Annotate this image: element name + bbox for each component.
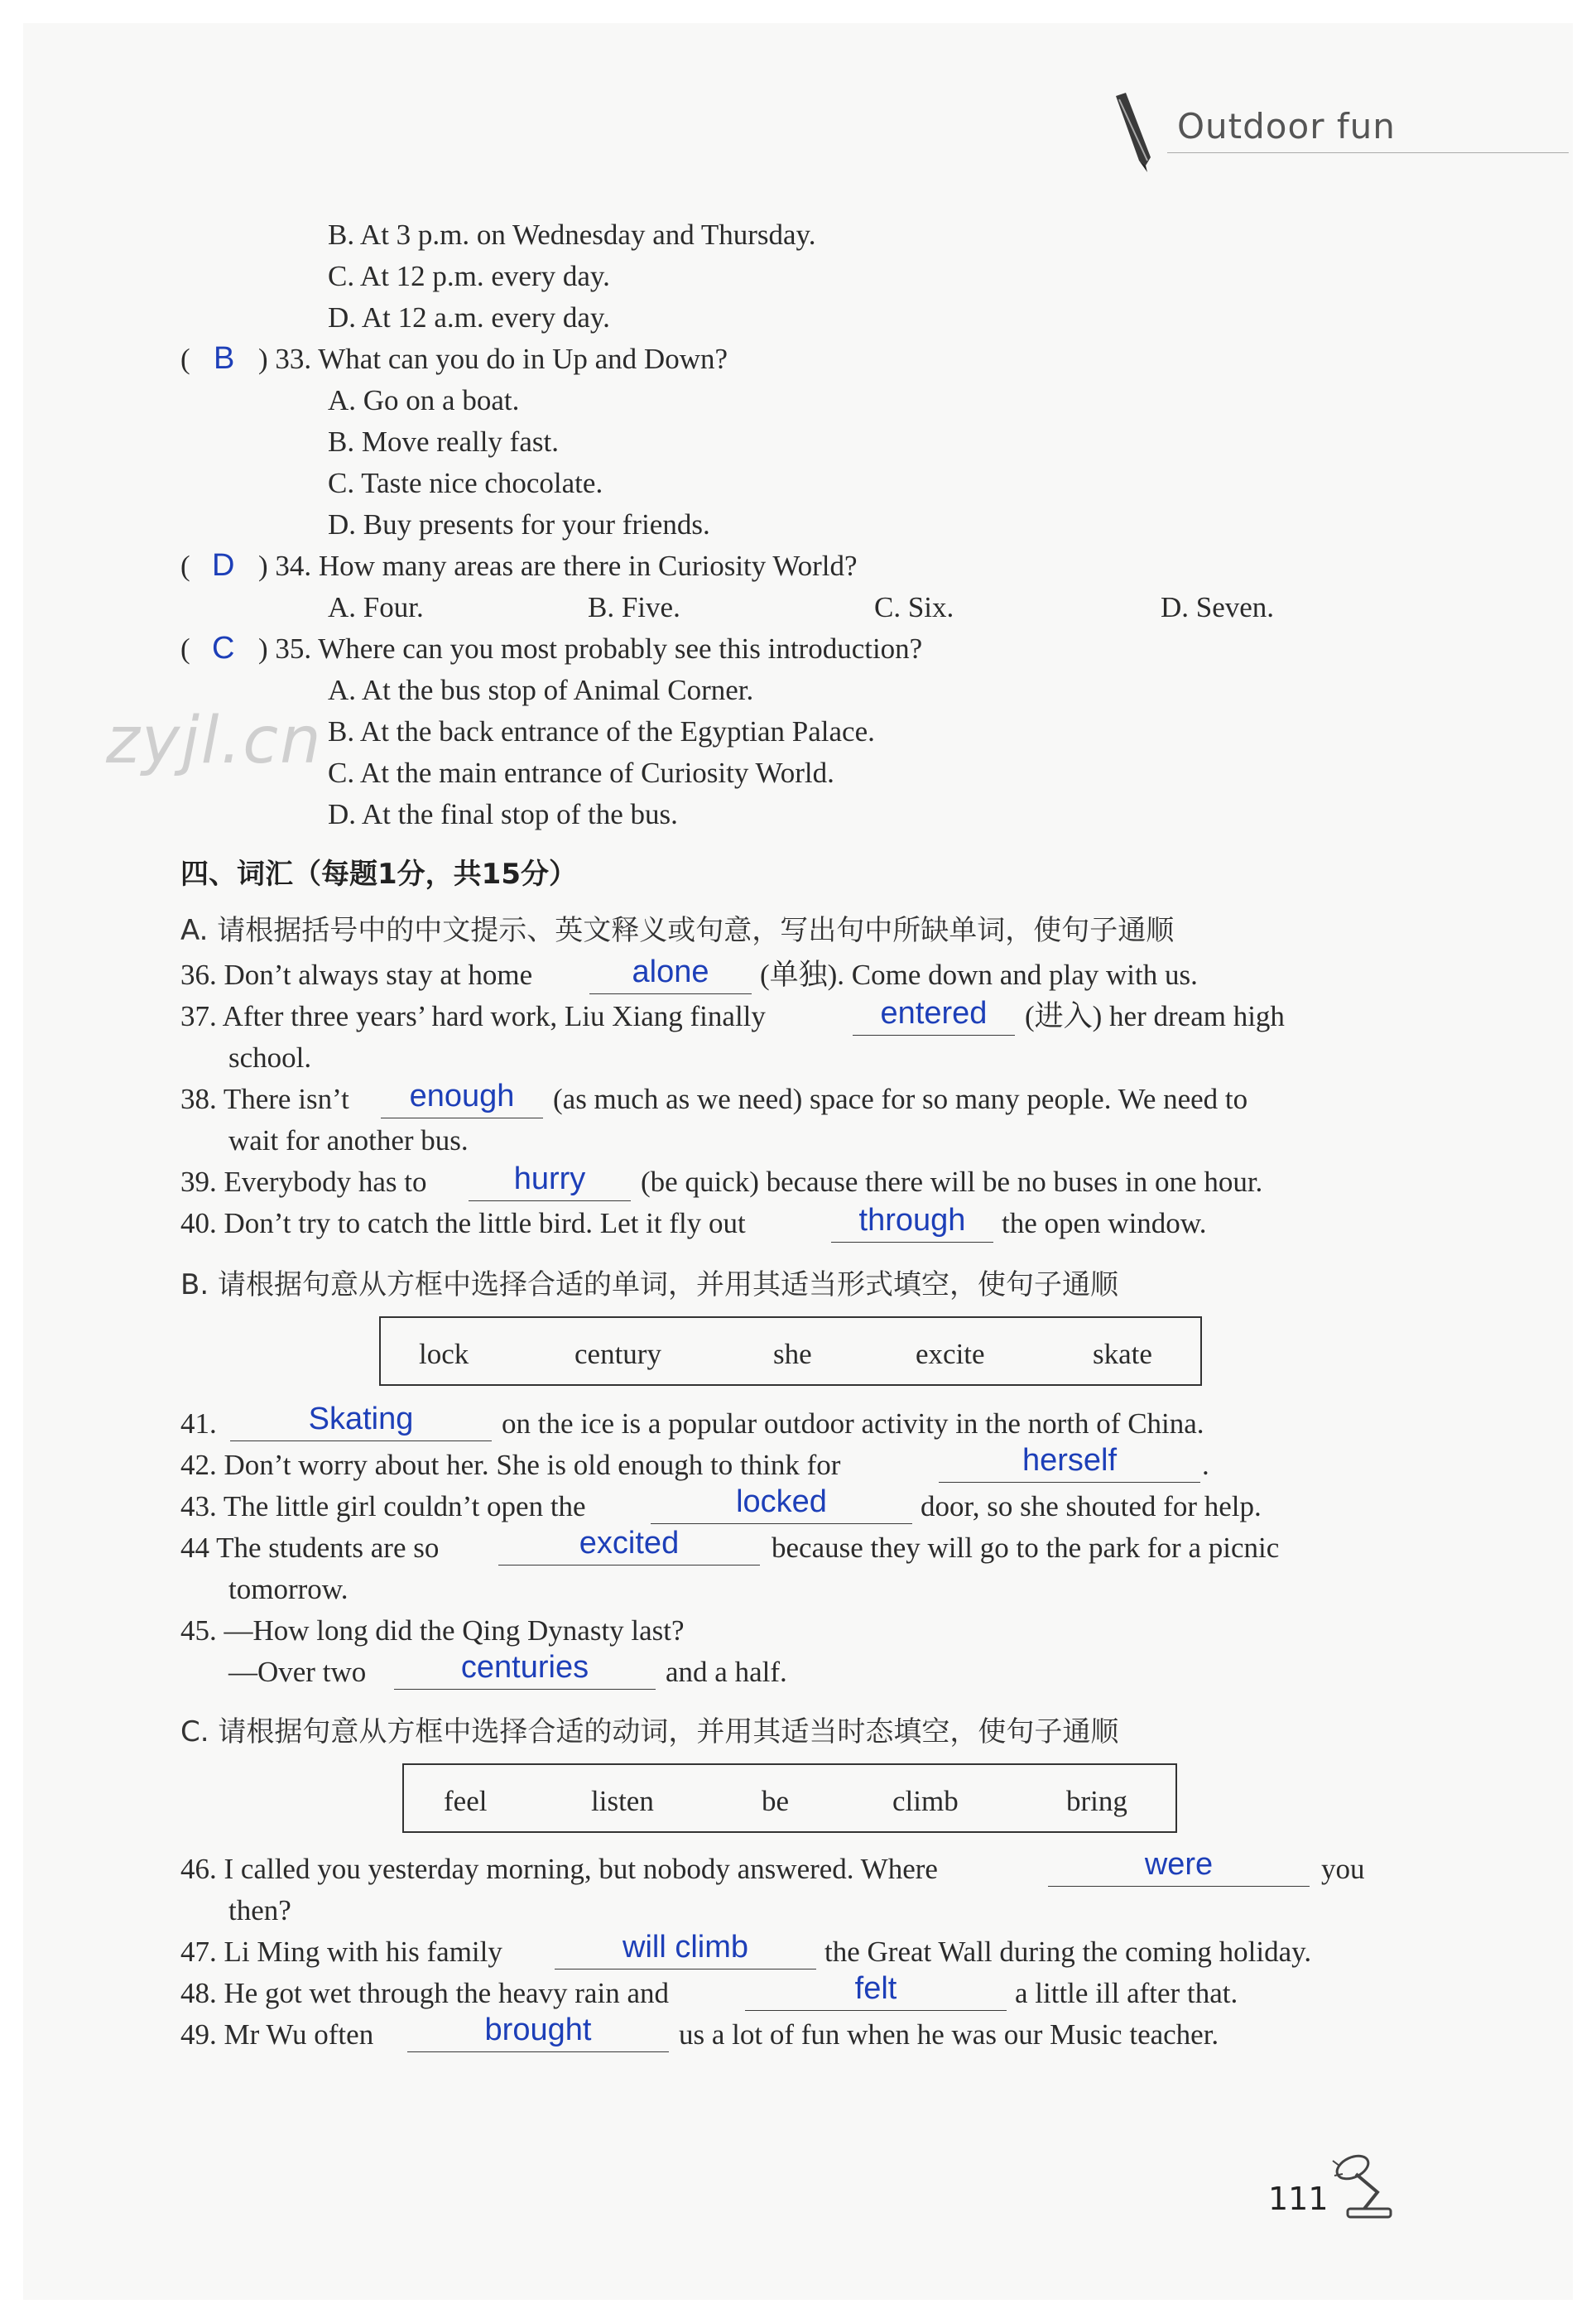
q33-answer: B: [214, 341, 235, 376]
q33-option-d: D. Buy presents for your friends.: [328, 508, 710, 541]
q40-answer: through: [858, 1203, 966, 1238]
q36-answer: alone: [632, 955, 709, 989]
q33-option-c: C. Taste nice chocolate.: [328, 467, 603, 499]
q49-answer: brought: [484, 2013, 592, 2047]
box-b-word: lock: [419, 1338, 469, 1370]
box-b-word: she: [773, 1338, 812, 1370]
q34-option-a: A. Four.: [328, 591, 424, 623]
q43-answer: locked: [736, 1484, 827, 1519]
pen-icon: [1109, 91, 1159, 174]
q34-stem: ) 34. How many areas are there in Curiosity World?: [258, 550, 858, 582]
q44-pre: 44 The students are so: [180, 1532, 440, 1564]
q35-option-d: D. At the final stop of the bus.: [328, 798, 678, 830]
q33-stem: ) 33. What can you do in Up and Down?: [258, 343, 728, 375]
box-c-word: bring: [1066, 1785, 1127, 1817]
q34-option-c: C. Six.: [874, 591, 954, 623]
box-b-word: excite: [916, 1338, 985, 1370]
q38-answer: enough: [409, 1079, 515, 1113]
q33-option-b: B. Move really fast.: [328, 426, 559, 458]
word-box-c: [402, 1763, 1177, 1833]
q34-option-d: D. Seven.: [1161, 591, 1275, 623]
q48-blank: [745, 1972, 1007, 2011]
q33-open-paren: (: [180, 343, 190, 375]
q48-answer: felt: [854, 1971, 897, 2006]
q37-post: (进入) her dream high: [1025, 1000, 1285, 1032]
q46-answer: were: [1144, 1847, 1214, 1882]
q42-blank: [939, 1444, 1200, 1483]
q47-pre: 47. Li Ming with his family: [180, 1936, 502, 1968]
q46-cont: then?: [228, 1894, 291, 1926]
q36-post: (单独). Come down and play with us.: [760, 959, 1198, 991]
q45-post: and a half.: [666, 1656, 787, 1688]
q46-pre: 46. I called you yesterday morning, but nobody answered. Where: [180, 1853, 938, 1885]
part-a-instruction: A. 请根据括号中的中文提示、英文释义或句意，写出句中所缺单词，使句子通顺: [180, 914, 1175, 947]
q38-cont: wait for another bus.: [228, 1124, 469, 1157]
q43-blank: [651, 1485, 912, 1524]
q45-answer: centuries: [460, 1650, 589, 1685]
q49-pre: 49. Mr Wu often: [180, 2018, 374, 2051]
q32-option-b: B. At 3 p.m. on Wednesday and Thursday.: [328, 219, 816, 251]
q39-answer: hurry: [513, 1162, 586, 1196]
q43-post: door, so she shouted for help.: [921, 1490, 1262, 1522]
page-number: 111: [1268, 2181, 1329, 2217]
q37-cont: school.: [228, 1041, 312, 1074]
q38-post: (as much as we need) space for so many people. We need to: [553, 1083, 1248, 1115]
q35-stem: ) 35. Where can you most probably see this introduction?: [258, 632, 923, 665]
q42-post: .: [1202, 1449, 1209, 1481]
section-heading: 四、词汇（每题1分，共15分）: [180, 858, 577, 891]
box-b-word: century: [574, 1338, 661, 1370]
q41-pre: 41.: [180, 1407, 217, 1440]
header-rule: [1167, 152, 1569, 153]
q35-option-a: A. At the bus stop of Animal Corner.: [328, 674, 754, 706]
q36-blank: [589, 955, 752, 994]
q40-post: the open window.: [1002, 1207, 1207, 1239]
part-c-instruction: C. 请根据句意从方框中选择合适的动词，并用其适当时态填空，使句子通顺: [180, 1715, 1119, 1748]
q43-pre: 43. The little girl couldn’t open the: [180, 1490, 586, 1522]
word-box-b: [379, 1316, 1202, 1386]
q32-option-d: D. At 12 a.m. every day.: [328, 301, 610, 334]
q47-blank: [555, 1931, 816, 1970]
q35-open-paren: (: [180, 632, 190, 665]
q47-post: the Great Wall during the coming holiday.: [824, 1936, 1312, 1968]
q37-answer: entered: [880, 996, 988, 1031]
q34-option-b: B. Five.: [588, 591, 680, 623]
q40-pre: 40. Don’t try to catch the little bird. Let it fly out: [180, 1207, 746, 1239]
q38-blank: [381, 1080, 543, 1118]
q42-answer: herself: [1022, 1443, 1118, 1478]
q45-pre: —Over two: [228, 1656, 367, 1688]
q38-pre: 38. There isn’t: [180, 1083, 349, 1115]
q41-post: on the ice is a popular outdoor activity in the north of China.: [502, 1407, 1204, 1440]
box-c-word: listen: [591, 1785, 654, 1817]
q35-answer: C: [212, 631, 235, 666]
part-b-instruction: B. 请根据句意从方框中选择合适的单词，并用其适当形式填空，使句子通顺: [180, 1268, 1118, 1301]
q36-pre: 36. Don’t always stay at home: [180, 959, 533, 991]
box-c-word: be: [762, 1785, 790, 1817]
q45-blank: [394, 1651, 656, 1690]
q37-blank: [853, 997, 1015, 1036]
q39-post: (be quick) because there will be no buses in one hour.: [641, 1166, 1263, 1198]
q44-answer: excited: [579, 1526, 680, 1561]
q42-pre: 42. Don’t worry about her. She is old enough to think for: [180, 1449, 841, 1481]
q49-post: us a lot of fun when he was our Music teacher.: [679, 2018, 1219, 2051]
q32-option-c: C. At 12 p.m. every day.: [328, 260, 610, 292]
q44-cont: tomorrow.: [228, 1573, 349, 1605]
q48-pre: 48. He got wet through the heavy rain and: [180, 1977, 669, 2009]
q46-blank: [1048, 1848, 1310, 1887]
q35-option-b: B. At the back entrance of the Egyptian Palace.: [328, 715, 875, 748]
q44-blank: [498, 1527, 760, 1566]
q40-blank: [831, 1204, 993, 1243]
q37-pre: 37. After three years’ hard work, Liu Xiang finally: [180, 1000, 766, 1032]
q44-post: because they will go to the park for a picnic: [772, 1532, 1280, 1564]
q48-post: a little ill after that.: [1015, 1977, 1238, 2009]
q39-pre: 39. Everybody has to: [180, 1166, 427, 1198]
q33-option-a: A. Go on a boat.: [328, 384, 520, 416]
q41-answer: Skating: [308, 1402, 414, 1436]
box-b-word: skate: [1093, 1338, 1152, 1370]
q41-blank: [230, 1402, 492, 1441]
q47-answer: will climb: [623, 1930, 748, 1965]
box-c-word: feel: [444, 1785, 488, 1817]
q35-option-c: C. At the main entrance of Curiosity World.: [328, 757, 834, 789]
q34-answer: D: [212, 548, 235, 583]
chapter-title: Outdoor fun: [1177, 106, 1396, 147]
desk-lamp-icon: [1328, 2149, 1402, 2224]
watermark-logo: zyjl.cn: [106, 704, 323, 778]
q46-post: you: [1321, 1853, 1365, 1885]
q39-blank: [469, 1162, 631, 1201]
q34-open-paren: (: [180, 550, 190, 582]
q45-line1: 45. —How long did the Qing Dynasty last?: [180, 1614, 685, 1647]
box-c-word: climb: [892, 1785, 959, 1817]
q49-blank: [407, 2013, 669, 2052]
